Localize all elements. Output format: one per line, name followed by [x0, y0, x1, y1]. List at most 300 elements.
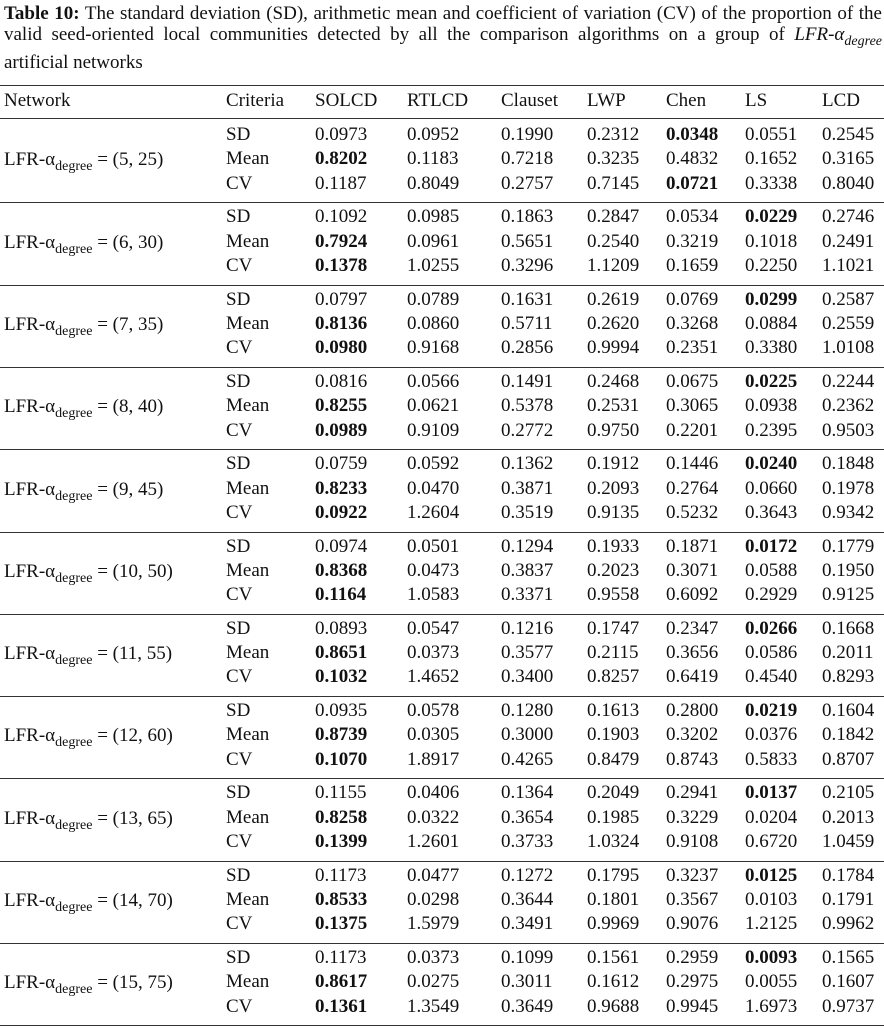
- value-cell: 0.2023: [587, 559, 640, 581]
- value-cell: 0.1092: [315, 206, 368, 228]
- group-divider: [0, 285, 884, 286]
- value-cell: 0.2250: [745, 254, 798, 276]
- value-cell: 0.3491: [501, 913, 554, 935]
- value-cell: 1.2604: [407, 501, 460, 523]
- value-cell: 0.1842: [822, 724, 875, 746]
- network-label: LFR-$\alpha_{degree} = (8$, 40): [4, 396, 164, 422]
- value-cell: 0.2764: [666, 477, 719, 499]
- value-cell: 0.0578: [407, 700, 460, 722]
- value-cell: 1.4652: [407, 666, 460, 688]
- value-cell: 0.9558: [587, 584, 640, 606]
- value-cell: 0.1784: [822, 864, 875, 886]
- value-cell: 0.2049: [587, 782, 640, 804]
- value-cell: 0.5651: [501, 230, 554, 252]
- value-cell: 0.5711: [501, 312, 553, 334]
- value-cell: 0.3567: [666, 889, 719, 910]
- value-cell: 0.1933: [587, 535, 640, 557]
- value-cell: 0.1668: [822, 617, 875, 639]
- value-cell: 0.2559: [822, 312, 875, 334]
- criteria-cell: Mean: [226, 230, 270, 252]
- value-cell: 0.9962: [822, 913, 875, 935]
- column-header: SOLCD: [315, 90, 378, 111]
- value-cell: 0.0473: [407, 559, 460, 581]
- value-cell: 0.3371: [501, 584, 554, 606]
- criteria-cell: CV: [226, 666, 253, 688]
- criteria-cell: CV: [226, 748, 253, 770]
- value-cell: 0.9168: [407, 337, 460, 359]
- criteria-cell: Mean: [226, 971, 270, 993]
- value-cell: 0.4832: [666, 148, 719, 170]
- group-divider: [0, 614, 884, 615]
- criteria-cell: Mean: [226, 559, 270, 581]
- value-cell: 0.1446: [666, 453, 719, 475]
- value-cell: 0.0974: [315, 535, 368, 557]
- value-cell: 0.2105: [822, 782, 875, 804]
- value-cell: 0.8533: [315, 889, 368, 910]
- value-cell: 1.8917: [407, 748, 460, 770]
- caption-italic-term: LFR-$\alpha_{degree}$: [794, 24, 882, 49]
- value-cell: 0.9135: [587, 501, 640, 523]
- value-cell: 0.0103: [745, 889, 798, 910]
- value-cell: 0.2362: [822, 395, 875, 417]
- value-cell: 0.1565: [822, 947, 875, 968]
- group-divider: [0, 943, 884, 944]
- value-cell: 0.8293: [822, 666, 875, 688]
- value-cell: 0.0980: [315, 337, 368, 359]
- value-cell: 0.0305: [407, 724, 460, 746]
- value-cell: 0.3644: [501, 889, 554, 910]
- value-cell: 0.2531: [587, 395, 640, 417]
- value-cell: 0.1795: [587, 864, 640, 886]
- value-cell: 0.4540: [745, 666, 798, 688]
- value-cell: 1.2601: [407, 831, 460, 852]
- value-cell: 0.0935: [315, 700, 368, 722]
- value-cell: 0.2929: [745, 584, 798, 606]
- value-cell: 0.6092: [666, 584, 719, 606]
- value-cell: 0.1173: [315, 864, 367, 886]
- value-cell: 0.2959: [666, 947, 719, 968]
- value-cell: 0.1399: [315, 831, 368, 852]
- network-label: LFR-$\alpha_{degree} = (5$, 25): [4, 149, 164, 175]
- value-cell: 0.0298: [407, 889, 460, 910]
- value-cell: 0.1375: [315, 913, 368, 935]
- value-cell: 0.2847: [587, 206, 640, 228]
- value-cell: 0.0985: [407, 206, 460, 228]
- value-cell: 0.3165: [822, 148, 875, 170]
- bottom-rule: [0, 1025, 884, 1026]
- network-label: LFR-$\alpha_{degree} = (6$, 30): [4, 231, 164, 257]
- criteria-cell: SD: [226, 206, 251, 228]
- value-cell: 0.1747: [587, 617, 640, 639]
- value-cell: 0.2201: [666, 419, 719, 441]
- value-cell: 0.0989: [315, 419, 368, 441]
- value-cell: 0.1950: [822, 559, 875, 581]
- value-cell: 0.1216: [501, 617, 554, 639]
- criteria-cell: SD: [226, 535, 251, 557]
- criteria-cell: Mean: [226, 806, 270, 828]
- value-cell: 0.3871: [501, 477, 554, 499]
- value-cell: 0.3235: [587, 148, 640, 170]
- group-divider: [0, 532, 884, 533]
- criteria-cell: CV: [226, 419, 253, 441]
- value-cell: 0.3296: [501, 254, 554, 276]
- value-cell: 1.1209: [587, 254, 640, 276]
- value-cell: 0.0797: [315, 288, 368, 310]
- value-cell: 1.0459: [822, 831, 875, 852]
- value-cell: 0.5833: [745, 748, 798, 770]
- value-cell: 0.0675: [666, 370, 719, 392]
- value-cell: 0.0816: [315, 370, 368, 392]
- value-cell: 0.1491: [501, 370, 554, 392]
- group-divider: [0, 861, 884, 862]
- value-cell: 0.1362: [501, 453, 554, 475]
- network-label: LFR-$\alpha_{degree} = (10$, 50): [4, 560, 173, 586]
- value-cell: 0.1187: [315, 172, 367, 194]
- value-cell: 0.3733: [501, 831, 554, 852]
- value-cell: 0.1791: [822, 889, 875, 910]
- value-cell: 0.1272: [501, 864, 554, 886]
- value-cell: 0.0125: [745, 864, 798, 886]
- value-cell: 0.0348: [666, 124, 719, 145]
- value-cell: 0.9503: [822, 419, 875, 441]
- value-cell: 0.3519: [501, 501, 554, 523]
- value-cell: 0.0961: [407, 230, 460, 252]
- value-cell: 0.9945: [666, 995, 719, 1017]
- group-divider: [0, 367, 884, 368]
- value-cell: 0.0137: [745, 782, 798, 804]
- value-cell: 1.0255: [407, 254, 460, 276]
- value-cell: 0.0551: [745, 124, 798, 145]
- value-cell: 0.1659: [666, 254, 719, 276]
- value-cell: 0.8617: [315, 971, 368, 993]
- value-cell: 0.9969: [587, 913, 640, 935]
- criteria-cell: CV: [226, 254, 253, 276]
- value-cell: 0.0721: [666, 172, 719, 194]
- value-cell: 0.1561: [587, 947, 640, 968]
- value-cell: 0.0055: [745, 971, 798, 993]
- value-cell: 0.3654: [501, 806, 554, 828]
- column-header: Criteria: [226, 90, 285, 111]
- value-cell: 0.0373: [407, 642, 460, 664]
- value-cell: 0.1280: [501, 700, 554, 722]
- value-cell: 0.0225: [745, 370, 798, 392]
- value-cell: 0.0938: [745, 395, 798, 417]
- value-cell: 1.2125: [745, 913, 798, 935]
- network-label: LFR-$\alpha_{degree} = (12$, 60): [4, 725, 173, 751]
- column-header: LWP: [587, 90, 626, 111]
- caption-text-before: The standard deviation (SD), arithmetic mean and coefficient of variation (CV) of the proportion of the valid seed-oriented local communities detected by all the comparison algorithms on a group of: [4, 3, 882, 45]
- value-cell: 0.2856: [501, 337, 554, 359]
- value-cell: 0.0952: [407, 124, 460, 145]
- criteria-cell: SD: [226, 782, 251, 804]
- value-cell: 0.6419: [666, 666, 719, 688]
- group-divider: [0, 696, 884, 697]
- value-cell: 0.2941: [666, 782, 719, 804]
- value-cell: 0.1607: [822, 971, 875, 993]
- criteria-cell: Mean: [226, 312, 270, 334]
- network-label: LFR-$\alpha_{degree} = (13$, 65): [4, 807, 173, 833]
- value-cell: 0.2244: [822, 370, 875, 392]
- value-cell: 0.1155: [315, 782, 367, 804]
- value-cell: 0.0534: [666, 206, 719, 228]
- value-cell: 0.7218: [501, 148, 554, 170]
- value-cell: 0.2540: [587, 230, 640, 252]
- value-cell: 0.3400: [501, 666, 554, 688]
- column-header: LS: [745, 90, 768, 111]
- criteria-cell: Mean: [226, 477, 270, 499]
- value-cell: 0.2351: [666, 337, 719, 359]
- criteria-cell: Mean: [226, 395, 270, 417]
- value-cell: 0.7924: [315, 230, 368, 252]
- criteria-cell: CV: [226, 172, 253, 194]
- criteria-cell: SD: [226, 453, 251, 475]
- value-cell: 0.0547: [407, 617, 460, 639]
- value-cell: 0.9108: [666, 831, 719, 852]
- value-cell: 0.1985: [587, 806, 640, 828]
- value-cell: 0.9737: [822, 995, 875, 1017]
- value-cell: 0.2011: [822, 642, 874, 664]
- value-cell: 0.0621: [407, 395, 460, 417]
- value-cell: 0.0893: [315, 617, 368, 639]
- value-cell: 0.3643: [745, 501, 798, 523]
- value-cell: 0.1604: [822, 700, 875, 722]
- value-cell: 0.0501: [407, 535, 460, 557]
- value-cell: 0.3065: [666, 395, 719, 417]
- value-cell: 0.1070: [315, 748, 368, 770]
- value-cell: 1.0108: [822, 337, 875, 359]
- caption-label: Table 10:: [4, 3, 80, 24]
- value-cell: 0.0172: [745, 535, 798, 557]
- value-cell: 0.8479: [587, 748, 640, 770]
- value-cell: 0.5232: [666, 501, 719, 523]
- value-cell: 1.3549: [407, 995, 460, 1017]
- header-rule: [0, 118, 884, 119]
- value-cell: 0.0477: [407, 864, 460, 886]
- value-cell: 0.1779: [822, 535, 875, 557]
- value-cell: 0.9750: [587, 419, 640, 441]
- value-cell: 0.8368: [315, 559, 368, 581]
- criteria-cell: SD: [226, 947, 251, 968]
- value-cell: 0.9109: [407, 419, 460, 441]
- group-divider: [0, 202, 884, 203]
- value-cell: 0.2013: [822, 806, 875, 828]
- criteria-cell: CV: [226, 831, 253, 852]
- value-cell: 0.8258: [315, 806, 368, 828]
- value-cell: 0.1863: [501, 206, 554, 228]
- value-cell: 0.2757: [501, 172, 554, 194]
- value-cell: 0.3577: [501, 642, 554, 664]
- value-cell: 0.0275: [407, 971, 460, 993]
- value-cell: 0.1652: [745, 148, 798, 170]
- value-cell: 0.0973: [315, 124, 368, 145]
- value-cell: 0.8651: [315, 642, 368, 664]
- value-cell: 1.0324: [587, 831, 640, 852]
- criteria-cell: SD: [226, 124, 251, 145]
- value-cell: 0.3649: [501, 995, 554, 1017]
- column-header: LCD: [822, 90, 860, 111]
- value-cell: 0.2115: [587, 642, 639, 664]
- value-cell: 1.1021: [822, 254, 875, 276]
- criteria-cell: SD: [226, 370, 251, 392]
- column-header: Chen: [666, 90, 707, 111]
- value-cell: 0.2312: [587, 124, 640, 145]
- value-cell: 0.0789: [407, 288, 460, 310]
- value-cell: 0.3011: [501, 971, 553, 993]
- criteria-cell: CV: [226, 501, 253, 523]
- value-cell: 0.1903: [587, 724, 640, 746]
- value-cell: 0.3219: [666, 230, 719, 252]
- value-cell: 0.1912: [587, 453, 640, 475]
- value-cell: 0.3380: [745, 337, 798, 359]
- value-cell: 0.3338: [745, 172, 798, 194]
- value-cell: 0.8707: [822, 748, 875, 770]
- value-cell: 0.1018: [745, 230, 798, 252]
- value-cell: 0.1801: [587, 889, 640, 910]
- value-cell: 0.0204: [745, 806, 798, 828]
- value-cell: 0.8255: [315, 395, 368, 417]
- value-cell: 0.0586: [745, 642, 798, 664]
- column-header: RTLCD: [407, 90, 469, 111]
- value-cell: 0.8739: [315, 724, 368, 746]
- network-label: LFR-$\alpha_{degree} = (15$, 75): [4, 972, 173, 998]
- value-cell: 0.0219: [745, 700, 798, 722]
- value-cell: 0.8257: [587, 666, 640, 688]
- value-cell: 0.3237: [666, 864, 719, 886]
- value-cell: 0.3202: [666, 724, 719, 746]
- value-cell: 0.9688: [587, 995, 640, 1017]
- value-cell: 0.1612: [587, 971, 640, 993]
- value-cell: 0.6720: [745, 831, 798, 852]
- value-cell: 0.3229: [666, 806, 719, 828]
- value-cell: 0.9994: [587, 337, 640, 359]
- value-cell: 0.0884: [745, 312, 798, 334]
- value-cell: 0.0299: [745, 288, 798, 310]
- value-cell: 0.2587: [822, 288, 875, 310]
- value-cell: 0.4265: [501, 748, 554, 770]
- value-cell: 0.0240: [745, 453, 798, 475]
- value-cell: 0.2347: [666, 617, 719, 639]
- caption-text-after: artificial networks: [4, 51, 143, 73]
- criteria-cell: SD: [226, 288, 251, 310]
- value-cell: 0.1183: [407, 148, 459, 170]
- value-cell: 0.2468: [587, 370, 640, 392]
- value-cell: 0.8040: [822, 172, 875, 194]
- criteria-cell: SD: [226, 864, 251, 886]
- criteria-cell: Mean: [226, 642, 270, 664]
- value-cell: 0.8049: [407, 172, 460, 194]
- value-cell: 0.0376: [745, 724, 798, 746]
- value-cell: 0.2746: [822, 206, 875, 228]
- top-rule: [0, 85, 884, 86]
- criteria-cell: Mean: [226, 148, 270, 170]
- value-cell: 0.8233: [315, 477, 368, 499]
- value-cell: 0.0566: [407, 370, 460, 392]
- value-cell: 0.7145: [587, 172, 640, 194]
- criteria-cell: Mean: [226, 724, 270, 746]
- value-cell: 0.1032: [315, 666, 368, 688]
- value-cell: 0.1164: [315, 584, 367, 606]
- network-label: LFR-$\alpha_{degree} = (11$, 55): [4, 643, 173, 669]
- value-cell: 0.8743: [666, 748, 719, 770]
- value-cell: 0.1613: [587, 700, 640, 722]
- value-cell: 0.0406: [407, 782, 460, 804]
- value-cell: 0.2395: [745, 419, 798, 441]
- value-cell: 0.0322: [407, 806, 460, 828]
- value-cell: 0.8136: [315, 312, 368, 334]
- value-cell: 0.1361: [315, 995, 368, 1017]
- value-cell: 0.1364: [501, 782, 554, 804]
- value-cell: 0.3837: [501, 559, 554, 581]
- value-cell: 0.0592: [407, 453, 460, 475]
- column-header: Network: [4, 90, 71, 111]
- value-cell: 0.0759: [315, 453, 368, 475]
- value-cell: 0.3656: [666, 642, 719, 664]
- criteria-cell: SD: [226, 617, 251, 639]
- value-cell: 0.0266: [745, 617, 798, 639]
- value-cell: 0.2800: [666, 700, 719, 722]
- value-cell: 0.1848: [822, 453, 875, 475]
- value-cell: 0.0922: [315, 501, 368, 523]
- network-label: LFR-$\alpha_{degree} = (14$, 70): [4, 890, 173, 915]
- value-cell: 0.0860: [407, 312, 460, 334]
- value-cell: 0.2545: [822, 124, 875, 145]
- value-cell: 0.0769: [666, 288, 719, 310]
- value-cell: 0.0588: [745, 559, 798, 581]
- group-divider: [0, 778, 884, 779]
- value-cell: 0.2975: [666, 971, 719, 993]
- value-cell: 0.8202: [315, 148, 368, 170]
- criteria-cell: CV: [226, 913, 253, 935]
- criteria-cell: CV: [226, 995, 253, 1017]
- network-label: LFR-$\alpha_{degree} = (7$, 35): [4, 313, 164, 339]
- value-cell: 0.1990: [501, 124, 554, 145]
- value-cell: 0.9342: [822, 501, 875, 523]
- value-cell: 0.0373: [407, 947, 460, 968]
- value-cell: 0.3268: [666, 312, 719, 334]
- group-divider: [0, 449, 884, 450]
- value-cell: 0.0470: [407, 477, 460, 499]
- value-cell: 0.1378: [315, 254, 368, 276]
- criteria-cell: CV: [226, 337, 253, 359]
- table-caption: [4, 3, 882, 73]
- value-cell: 1.6973: [745, 995, 798, 1017]
- value-cell: 0.0660: [745, 477, 798, 499]
- value-cell: 0.9125: [822, 584, 875, 606]
- value-cell: 0.0093: [745, 947, 798, 968]
- value-cell: 1.5979: [407, 913, 460, 935]
- network-label: LFR-$\alpha_{degree} = (9$, 45): [4, 478, 164, 504]
- value-cell: 0.2620: [587, 312, 640, 334]
- criteria-cell: SD: [226, 700, 251, 722]
- value-cell: 0.9076: [666, 913, 719, 935]
- value-cell: 0.1871: [666, 535, 719, 557]
- value-cell: 0.1173: [315, 947, 367, 968]
- column-header: Clauset: [501, 90, 558, 111]
- value-cell: 0.2491: [822, 230, 875, 252]
- value-cell: 0.2772: [501, 419, 554, 441]
- value-cell: 1.0583: [407, 584, 460, 606]
- value-cell: 0.0229: [745, 206, 798, 228]
- value-cell: 0.1978: [822, 477, 875, 499]
- value-cell: 0.5378: [501, 395, 554, 417]
- value-cell: 0.2093: [587, 477, 640, 499]
- value-cell: 0.1099: [501, 947, 554, 968]
- criteria-cell: Mean: [226, 889, 270, 910]
- criteria-cell: CV: [226, 584, 253, 606]
- value-cell: 0.1294: [501, 535, 554, 557]
- value-cell: 0.2619: [587, 288, 640, 310]
- value-cell: 0.3000: [501, 724, 554, 746]
